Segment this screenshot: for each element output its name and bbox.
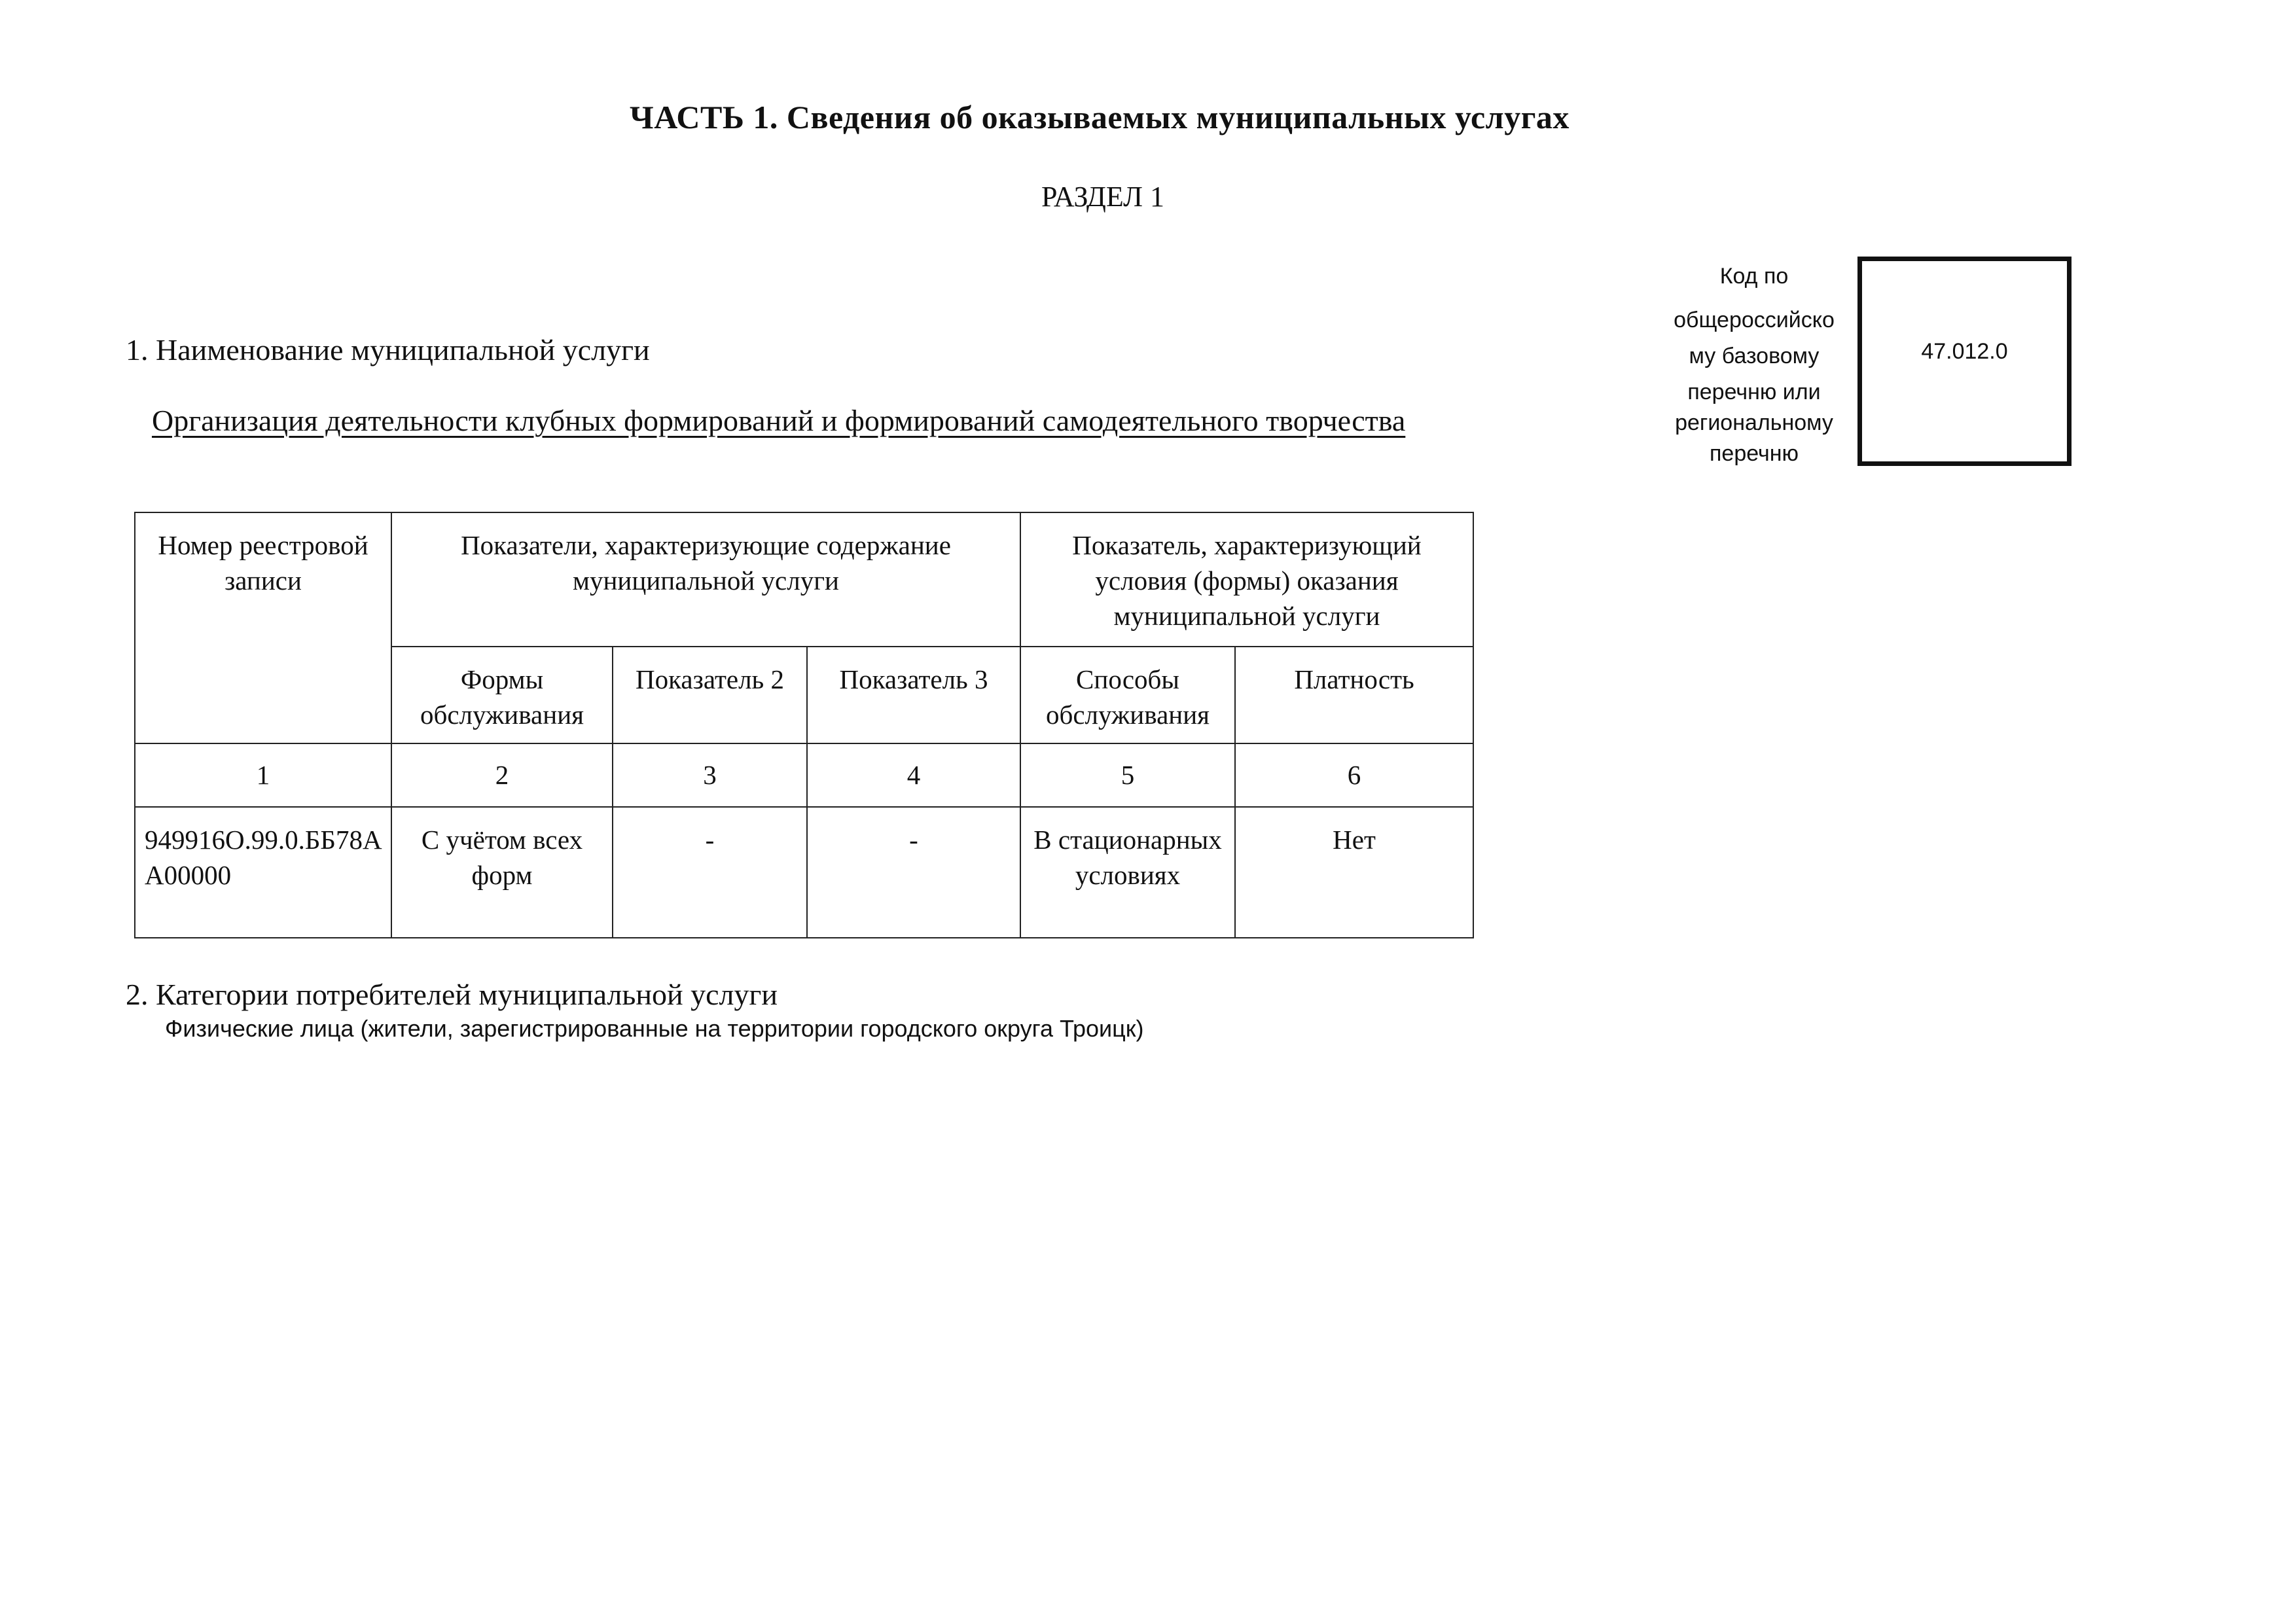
header-content-indicators: Показатели, характеризующие содержание муниципальной услуги [391,512,1020,647]
header-registry-number: Номер реестровой записи [135,512,391,743]
subheader-cell: Показатель 3 [807,647,1020,743]
column-number-row [135,743,1473,807]
subheader-cell: Показатель 2 [613,647,807,743]
column-number: 3 [613,743,807,807]
column-number: 6 [1235,743,1473,807]
item1-heading: 1. Наименование муниципальной услуги [126,333,650,366]
table-row [135,807,1473,938]
table-cell: - [807,807,1020,938]
code-label-line: перечню или [1687,380,1821,404]
code-label-line: общероссийско [1674,308,1835,332]
section-title: РАЗДЕЛ 1 [1041,181,1165,213]
code-label-line: му базовому [1689,344,1820,368]
code-label-line: региональному [1675,410,1833,435]
table-cell: - [613,807,807,938]
column-number: 5 [1020,743,1235,807]
header-condition-indicators: Показатель, характеризующий условия (формы) оказания муниципальной услуги [1020,512,1473,647]
registry-number-cell: 949916О.99.0.ББ78АА00000 [135,807,391,938]
column-number: 2 [391,743,613,807]
code-label-line: перечню [1710,441,1799,466]
table-cell: С учётом всех форм [391,807,613,938]
service-name: Организация деятельности клубных формирований и формирований самодеятельного творчества [152,404,1406,437]
subheader-cell: Платность [1235,647,1473,743]
column-number: 4 [807,743,1020,807]
item2-heading: 2. Категории потребителей муниципальной услуги [126,978,778,1011]
code-label [1656,259,1852,472]
code-label-line: Код по [1719,264,1789,289]
code-value: 47.012.0 [1921,338,2008,364]
consumer-category: Физические лица (жители, зарегистрированные на территории городского округа Троицк) [165,1015,1144,1042]
registry-table [134,512,1474,938]
table-header-row [135,512,1473,647]
code-box [1857,257,2072,466]
column-number: 1 [135,743,391,807]
subheader-cell: Способы обслуживания [1020,647,1235,743]
document-title: ЧАСТЬ 1. Сведения об оказываемых муниципальных услугах [630,99,1570,135]
subheader-cell: Формы обслуживания [391,647,613,743]
table-cell: В стационарных условиях [1020,807,1235,938]
table-cell: Нет [1235,807,1473,938]
